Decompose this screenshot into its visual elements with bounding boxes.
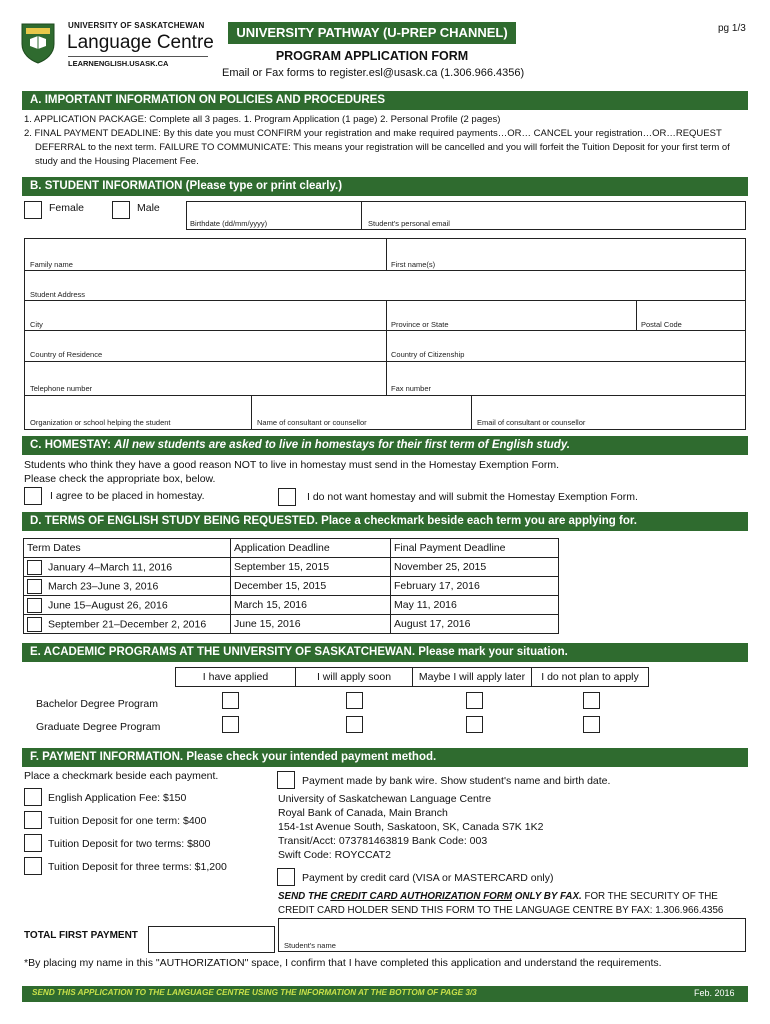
birthdate-label: Birthdate (dd/mm/yyyy) (190, 219, 268, 228)
footer-date: Feb. 2016 (694, 988, 735, 998)
section-a-title: A. IMPORTANT INFORMATION ON POLICIES AND PROCEDURES (22, 91, 748, 110)
address-label: Student Address (30, 290, 86, 299)
page-number: pg 1/3 (718, 23, 746, 34)
term-checkbox[interactable] (27, 560, 42, 575)
term-dates: March 23–June 3, 2016 (48, 579, 159, 592)
male-label: Male (137, 202, 160, 214)
contact-info: Email or Fax forms to register.esl@usask.ca (1.306.966.4356) (222, 67, 525, 79)
website: LEARNENGLISH.USASK.CA (68, 59, 169, 68)
table-row (24, 596, 559, 615)
fee-application-checkbox[interactable] (24, 788, 42, 806)
section-a-item2-line3: study and the Housing Placement Fee. (35, 156, 199, 167)
term-checkbox[interactable] (27, 617, 42, 632)
homestay-line2: Please check the appropriate box, below. (24, 473, 216, 485)
bank-line: Transit/Acct: 073781463819 Bank Code: 003 (278, 835, 488, 847)
credit-card-form-link[interactable]: CREDIT CARD AUTHORIZATION FORM (330, 891, 513, 902)
bachelor-no-plan-checkbox[interactable] (583, 692, 600, 709)
fax-label: Fax number (391, 384, 432, 393)
credit-card-instructions-line2: CREDIT CARD HOLDER SEND THIS FORM TO THE LANGUAGE CENTRE BY FAX: 1.306.966.4356 (278, 905, 724, 916)
section-d-title: D. TERMS OF ENGLISH STUDY BEING REQUESTED. Place a checkmark beside each term you are applying for. (22, 512, 748, 531)
university-name: UNIVERSITY OF SASKATCHEWAN (68, 21, 205, 30)
grid-row-line (24, 330, 746, 331)
col-apply-soon-label: I will apply soon (316, 671, 392, 683)
header-term-dates: Term Dates (24, 539, 231, 558)
term-cell (24, 577, 231, 596)
term-dates: September 21–December 2, 2016 (48, 617, 207, 630)
term-checkbox[interactable] (27, 579, 42, 594)
postal-label: Postal Code (641, 320, 682, 329)
graduate-applied-checkbox[interactable] (222, 716, 239, 733)
application-deadline: September 15, 2015 (231, 558, 391, 577)
program-title: UNIVERSITY PATHWAY (U-PREP CHANNEL) (228, 22, 516, 44)
graduate-no-plan-checkbox[interactable] (583, 716, 600, 733)
graduate-maybe-checkbox[interactable] (466, 716, 483, 733)
table-header-row (24, 539, 559, 558)
credit-card-label: Payment by credit card (VISA or MASTERCARD only) (302, 872, 554, 884)
table-row (24, 615, 559, 634)
header-divider (68, 56, 208, 57)
bank-wire-checkbox[interactable] (277, 771, 295, 789)
homestay-decline-label: I do not want homestay and will submit the Homestay Exemption Form. (307, 491, 638, 503)
grid-row-line (24, 300, 746, 301)
graduate-soon-checkbox[interactable] (346, 716, 363, 733)
bank-line: Swift Code: ROYCCAT2 (278, 849, 392, 861)
section-c-title: C. HOMESTAY: All new students are asked to live in homestays for their first term of English study. (22, 436, 748, 455)
fee-two-terms-label: Tuition Deposit for two terms: $800 (48, 838, 211, 850)
table-row (24, 558, 559, 577)
homestay-agree-label: I agree to be placed in homestay. (50, 490, 205, 502)
consultant-email-label: Email of consultant or counsellor (477, 418, 586, 427)
payment-instruction: Place a checkmark beside each payment. (24, 770, 219, 782)
bachelor-soon-checkbox[interactable] (346, 692, 363, 709)
student-name-label: Student's name (284, 941, 336, 950)
final-payment-deadline: May 11, 2016 (391, 596, 559, 615)
grid-col-line (386, 300, 387, 395)
col-no-plan-label: I do not plan to apply (541, 671, 639, 683)
homestay-agree-checkbox[interactable] (24, 487, 42, 505)
footer-send-note: SEND THIS APPLICATION TO THE LANGUAGE CENTRE USING THE INFORMATION AT THE BOTTOM OF PAGE 3/3 (32, 988, 477, 997)
term-dates: January 4–March 11, 2016 (48, 560, 173, 573)
fee-three-terms-checkbox[interactable] (24, 857, 42, 875)
male-checkbox[interactable] (112, 201, 130, 219)
province-label: Province or State (391, 320, 449, 329)
total-payment-label: TOTAL FIRST PAYMENT (24, 930, 138, 941)
family-name-label: Family name (30, 260, 73, 269)
city-label: City (30, 320, 43, 329)
consultant-label: Name of consultant or counsellor (257, 418, 367, 427)
application-deadline: December 15, 2015 (231, 577, 391, 596)
bachelor-applied-checkbox[interactable] (222, 692, 239, 709)
term-cell (24, 615, 231, 634)
fee-one-term-checkbox[interactable] (24, 811, 42, 829)
university-crest (20, 22, 56, 64)
first-names-label: First name(s) (391, 260, 436, 269)
final-payment-deadline: August 17, 2016 (391, 615, 559, 634)
organization-label: Organization or school helping the student (30, 418, 171, 427)
homestay-line1: Students who think they have a good reason NOT to live in homestay must send in the Homestay Exemption Form. (24, 459, 559, 471)
bank-line: University of Saskatchewan Language Centre (278, 793, 492, 805)
header-final-payment-deadline: Final Payment Deadline (391, 539, 559, 558)
credit-card-checkbox[interactable] (277, 868, 295, 886)
grid-row-line (24, 270, 746, 271)
fee-three-terms-label: Tuition Deposit for three terms: $1,200 (48, 861, 227, 873)
section-b-title: B. STUDENT INFORMATION (Please type or print clearly.) (22, 177, 748, 196)
female-label: Female (49, 202, 85, 214)
term-cell (24, 596, 231, 615)
form-title: PROGRAM APPLICATION FORM (275, 49, 469, 63)
credit-card-instructions: SEND THE CREDIT CARD AUTHORIZATION FORM ONLY BY FAX. FOR THE SECURITY OF THE (278, 891, 718, 902)
application-deadline: June 15, 2016 (231, 615, 391, 634)
total-payment-field[interactable] (148, 926, 275, 953)
fee-application-label: English Application Fee: $150 (48, 792, 187, 804)
student-name-field[interactable] (278, 918, 746, 952)
centre-name: Language Centre (67, 32, 214, 53)
grid-col-line (471, 395, 472, 430)
col-applied-label: I have applied (202, 671, 269, 683)
terms-table (23, 538, 559, 634)
bank-wire-label: Payment made by bank wire. Show student's name and birth date. (302, 775, 611, 787)
email-label: Student's personal email (368, 219, 450, 228)
bachelor-maybe-checkbox[interactable] (466, 692, 483, 709)
country-cit-label: Country of Citizenship (391, 350, 465, 359)
bachelor-label: Bachelor Degree Program (36, 698, 158, 710)
bank-line: 154-1st Avenue South, Saskatoon, SK, Canada S7K 1K2 (278, 821, 544, 833)
grid-col-line (251, 395, 252, 430)
fee-two-terms-checkbox[interactable] (24, 834, 42, 852)
grid-col-line (636, 300, 637, 330)
final-payment-deadline: February 17, 2016 (391, 577, 559, 596)
final-payment-deadline: November 25, 2015 (391, 558, 559, 577)
term-cell (24, 558, 231, 577)
term-dates: June 15–August 26, 2016 (48, 598, 168, 611)
section-a-item1: 1. APPLICATION PACKAGE: Complete all 3 pages. 1. Program Application (1 page) 2. Personal Profile (2 pages) (24, 114, 501, 125)
application-deadline: March 15, 2016 (231, 596, 391, 615)
authorization-statement: *By placing my name in this "AUTHORIZATION" space, I confirm that I have completed this application and understand the requirements. (24, 957, 662, 969)
graduate-label: Graduate Degree Program (36, 721, 161, 733)
student-info-grid (24, 238, 746, 430)
section-e-title: E. ACADEMIC PROGRAMS AT THE UNIVERSITY OF SASKATCHEWAN. Please mark your situation. (22, 643, 748, 662)
fee-one-term-label: Tuition Deposit for one term: $400 (48, 815, 207, 827)
grid-row-line (24, 361, 746, 362)
section-a-item2-line1: 2. FINAL PAYMENT DEADLINE: By this date you must CONFIRM your registration and make required payments…OR… CANCEL your registration…OR…REQUEST (24, 128, 722, 139)
table-row (24, 577, 559, 596)
telephone-label: Telephone number (30, 384, 93, 393)
homestay-decline-checkbox[interactable] (278, 488, 296, 506)
section-a-item2-line2: DEFERRAL to the next term. FAILURE TO COMMUNICATE: This means your registration will be cancelled and you will forfeit the Tuition Deposit for your first term of (35, 142, 730, 153)
term-checkbox[interactable] (27, 598, 42, 613)
female-checkbox[interactable] (24, 201, 42, 219)
grid-col-line (386, 238, 387, 270)
header-application-deadline: Application Deadline (231, 539, 391, 558)
bank-line: Royal Bank of Canada, Main Branch (278, 807, 448, 819)
grid-row-line (24, 395, 746, 396)
section-f-title: F. PAYMENT INFORMATION. Please check your intended payment method. (22, 748, 748, 767)
col-maybe-label: Maybe I will apply later (418, 671, 526, 683)
country-res-label: Country of Residence (30, 350, 103, 359)
